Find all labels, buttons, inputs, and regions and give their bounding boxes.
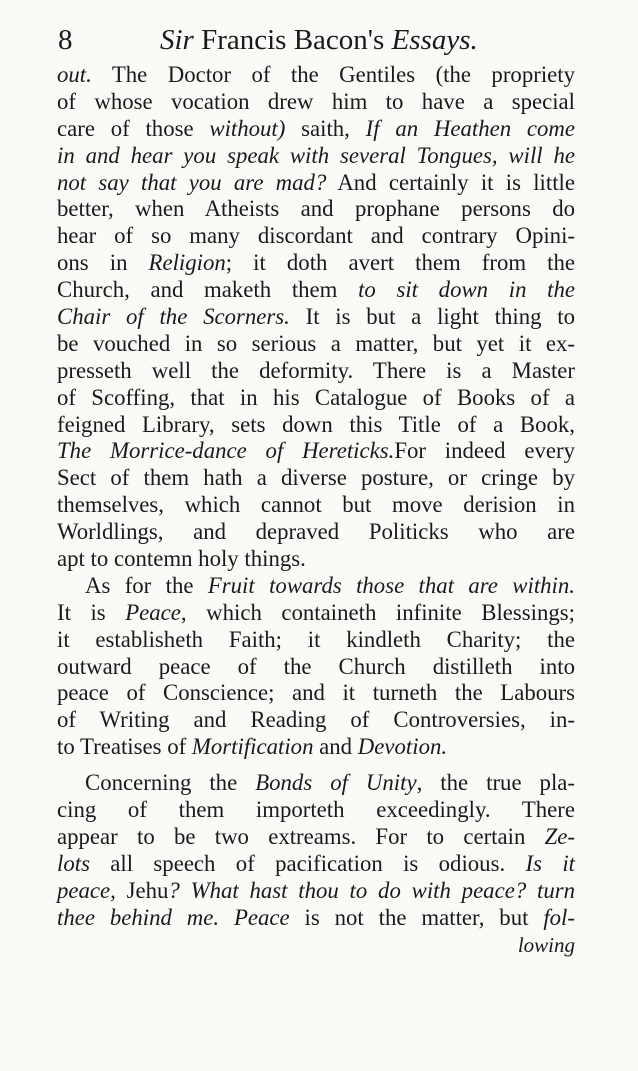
paragraph-gap: [57, 761, 575, 770]
text-line: [57, 223, 575, 250]
roman-text: Church, and maketh them: [57, 277, 359, 303]
text-line: [57, 250, 575, 277]
italic-text: ? What hast thou to do with peace? turn: [168, 877, 575, 903]
roman-text: outward peace of the Church distilleth into: [57, 653, 575, 679]
roman-text: , which containeth infinite Blessings;: [180, 599, 575, 625]
italic-text: Ze-: [544, 823, 575, 849]
text-line: [57, 770, 575, 797]
text-line: [57, 600, 575, 627]
italic-text: If an Heathen come: [365, 115, 576, 141]
roman-text: is not the matter, but: [289, 904, 544, 930]
text-line: [57, 519, 575, 546]
roman-text: themselves, which cannot but move derision in: [57, 492, 575, 518]
roman-text: of Writing and Reading of Controversies, in-: [57, 707, 575, 733]
text-line: [57, 62, 575, 89]
text-line: [57, 627, 575, 654]
roman-text: [219, 905, 234, 930]
roman-text: of Scoffing, that in his Catalogue of Books of a: [57, 384, 575, 410]
text-line: [57, 196, 575, 223]
roman-text: be vouched in so serious a matter, but yet it ex-: [57, 330, 575, 356]
text-line: [57, 116, 575, 143]
text-line: [57, 824, 575, 851]
text-line: [57, 277, 575, 304]
italic-text: without): [209, 115, 286, 141]
text-line: [57, 573, 575, 600]
roman-text: care of those: [57, 115, 210, 141]
roman-text: and: [313, 734, 358, 760]
text-line: [57, 331, 575, 358]
italic-text: to sit down in the: [358, 277, 575, 303]
italic-text: Is it: [525, 850, 575, 876]
roman-text: Sect of them hath a diverse posture, or cringe by: [57, 465, 575, 491]
roman-text: feigned Library, sets down this Title of a Book,: [57, 411, 575, 437]
italic-text: Bonds of Unity: [255, 770, 417, 796]
roman-text: As for the: [85, 572, 208, 598]
roman-text: The Doctor of the Gentiles (the propriety: [91, 62, 575, 87]
page-header: [58, 20, 578, 60]
running-title-sir: Sir: [160, 24, 194, 56]
italic-text: Devotion.: [357, 734, 448, 760]
roman-text: it establisheth Faith; it kindleth Charity; the: [57, 626, 575, 652]
roman-text: of whose vocation drew him to have a special: [57, 88, 575, 114]
roman-text: ons in: [57, 250, 149, 276]
roman-text: ; it doth avert them from the: [225, 250, 575, 276]
roman-text: It is: [57, 599, 126, 625]
text-line: [57, 905, 575, 932]
text-line: [57, 143, 575, 170]
running-title-name: Francis Bacon's: [201, 24, 385, 56]
text-line: [57, 851, 575, 878]
roman-text: Worldlings, and depraved Politicks who are: [57, 519, 575, 545]
catchword: [57, 932, 575, 959]
italic-text: in and hear you speak with several Tongues, will he: [57, 142, 575, 168]
text-line: [57, 797, 575, 824]
italic-text: Fruit towards those that are within.: [207, 572, 575, 598]
roman-text: all speech of pacification is odious.: [89, 850, 526, 876]
running-title: [160, 20, 478, 60]
text-line: [57, 707, 575, 734]
text-line: [57, 546, 575, 573]
italic-text: Mortification: [191, 734, 314, 760]
text-line: [57, 438, 575, 465]
italic-text: Religion: [148, 250, 226, 276]
roman-text: apt to contemn holy things.: [57, 546, 306, 572]
text-line: [57, 465, 575, 492]
italic-text: out.: [57, 62, 92, 87]
italic-text: Peace: [233, 904, 290, 930]
roman-text: , the true pla-: [416, 770, 575, 796]
roman-text: Concerning the: [85, 770, 256, 796]
italic-text: fol-: [543, 904, 575, 930]
text-line: [57, 304, 575, 331]
roman-text: to Treatises of: [57, 734, 192, 760]
roman-text: peace of Conscience; and it turneth the Labours: [57, 680, 575, 706]
italic-text: Peace: [125, 599, 181, 625]
italic-text: The Morrice-dance of Hereticks.: [57, 438, 395, 464]
italic-text: Chair of the Scorners.: [57, 304, 290, 330]
text-line: [57, 654, 575, 681]
italic-text: lots: [57, 850, 90, 876]
roman-text: saith,: [285, 115, 366, 141]
text-line: [57, 89, 575, 116]
page-number: 8: [58, 24, 73, 56]
roman-text: cing of them importeth exceedingly. There: [57, 797, 575, 823]
italic-text: thee behind me.: [57, 904, 220, 930]
roman-text: better, when Atheists and prophane persons do: [57, 196, 575, 222]
catchword-text: lowing: [517, 932, 575, 957]
text-line: [57, 492, 575, 519]
text-line: [57, 170, 575, 197]
text-line: [57, 734, 575, 761]
italic-text: peace,: [57, 877, 116, 903]
roman-text: And certainly it is little: [326, 169, 575, 195]
body-text: [57, 62, 575, 958]
roman-text: appear to be two extreams. For to certain: [57, 823, 545, 849]
text-line: [57, 680, 575, 707]
text-line: [57, 412, 575, 439]
italic-text: not say that you are mad?: [57, 169, 327, 195]
roman-text: hear of so many discordant and contrary Opini-: [57, 223, 575, 249]
text-line: [57, 358, 575, 385]
text-line: [57, 385, 575, 412]
text-line: [57, 878, 575, 905]
roman-text: Jehu: [115, 877, 169, 903]
roman-text: presseth well the deformity. There is a Master: [57, 357, 575, 383]
roman-text: It is but a light thing to: [289, 304, 575, 330]
running-title-essays: Essays.: [391, 24, 478, 56]
roman-text: For indeed every: [394, 438, 576, 464]
